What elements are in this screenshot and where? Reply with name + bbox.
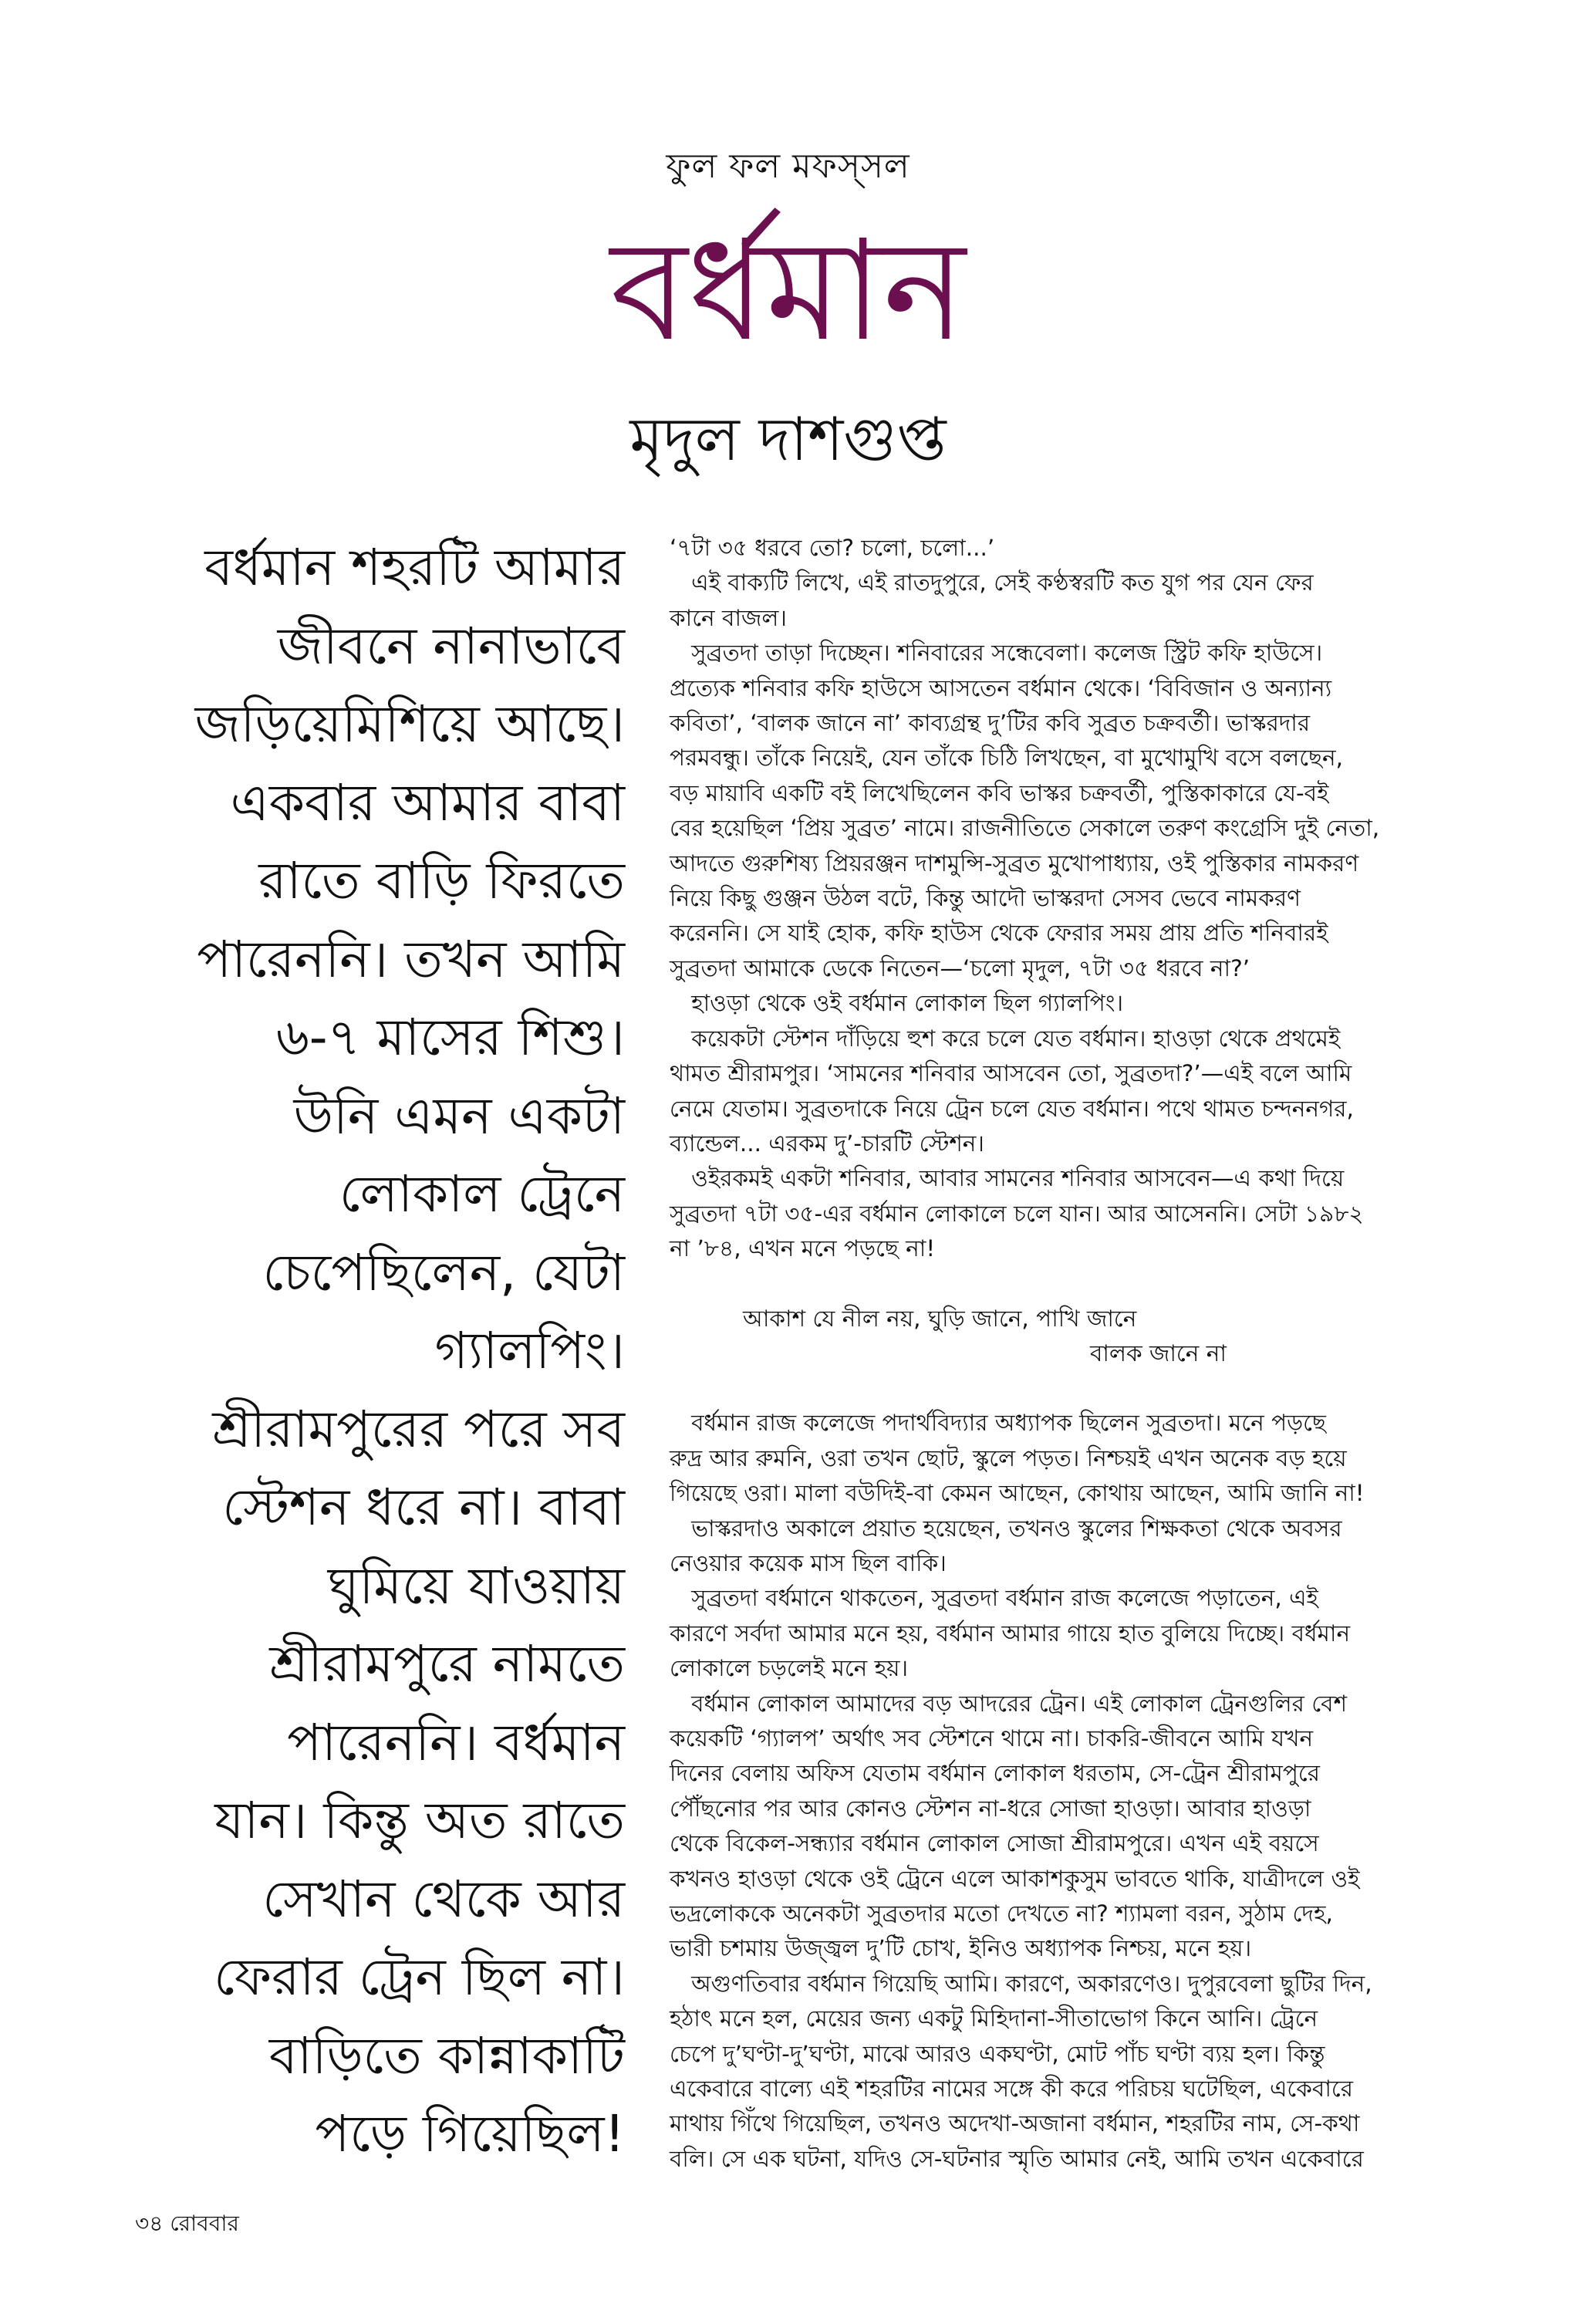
pullquote-line: একবার আমার বাবা bbox=[230, 772, 625, 833]
part2-line: অগুণতিবার বর্ধমান গিয়েছি আমি। কারণে, অকারণেও। দুপুরবেলা ছুটির দিন, bbox=[670, 1970, 1372, 1997]
part1-line: পরমবন্ধু। তাঁকে নিয়েই, যেন তাঁকে চিঠি লিখছেন, বা মুখোমুখি বসে বলছেন, bbox=[670, 745, 1343, 772]
part2-line: লোকালে চড়লেই মনে হয়। bbox=[670, 1655, 909, 1682]
part1-line: নেমে যেতাম। সুব্রতদাকে নিয়ে ট্রেন চলে যেত বর্ধমান। পথে থামত চন্দননগর, bbox=[670, 1095, 1354, 1122]
part1-line: সুব্রতদা আমাকে ডেকে নিতেন—‘চলো মৃদুল, ৭টা ৩৫ ধরবে না?’ bbox=[670, 954, 1250, 981]
part2-line: নেওয়ার কয়েক মাস ছিল বাকি। bbox=[670, 1549, 947, 1576]
spacer bbox=[670, 1267, 1449, 1302]
pullquote-line: জীবনে নানাভাবে bbox=[277, 616, 625, 676]
pullquote-line: গ্যালপিং। bbox=[434, 1321, 625, 1380]
pullquote-line: ৬-৭ মাসের শিশু। bbox=[275, 1008, 625, 1067]
part1-line: ব্যান্ডেল... এরকম দু’-চারটি স্টেশন। bbox=[670, 1130, 984, 1157]
part2-line: ভাস্করদাও অকালে প্রয়াত হয়েছেন, তখনও স্কুলের শিক্ষকতা থেকে অবসর bbox=[670, 1515, 1342, 1542]
part1-line: না ’৮৪, এখন মনে পড়ছে না! bbox=[670, 1235, 936, 1262]
part1-line: করেননি। সে যাই হোক, কফি হাউস থেকে ফেরার সময় প্রায় প্রতি শনিবারই bbox=[670, 920, 1328, 947]
part2-line: হঠাৎ মনে হল, মেয়ের জন্য একটু মিহিদানা-সীতাভোগ কিনে আনি। ট্রেনে bbox=[670, 2005, 1318, 2032]
pullquote-line: বাড়িতে কান্নাকাটি bbox=[268, 2025, 625, 2086]
part1-line: ‘৭টা ৩৫ ধরবে তো? চলো, চলো...’ bbox=[670, 535, 995, 561]
section-label: ফুল ফল মফস্‌সল bbox=[666, 147, 910, 186]
part2-line: কয়েকটি ‘গ্যালপ’ অর্থাৎ সব স্টেশনে থামে না। চাকরি-জীবনে আমি যখন bbox=[670, 1725, 1314, 1751]
part1-line: থামত শ্রীরামপুর। ‘সামনের শনিবার আসবেন তো, সুব্রতদা?’—এই বলে আমি bbox=[670, 1060, 1352, 1087]
part2-line: সুব্রতদা বর্ধমানে থাকতেন, সুব্রতদা বর্ধমান রাজ কলেজে পড়াতেন, এই bbox=[670, 1585, 1318, 1612]
page-footer: ৩৪ রোববার bbox=[135, 2211, 239, 2236]
part2-line: বর্ধমান লোকাল আমাদের বড় আদরের ট্রেন। এই লোকাল ট্রেনগুলির বেশ bbox=[670, 1690, 1348, 1717]
pullquote-line: শ্রীরামপুরে নামতে bbox=[269, 1634, 625, 1694]
part2-line: চেপে দু’ঘণ্টা-দু’ঘণ্টা, মাঝে আরও একঘণ্টা, মোট পাঁচ ঘণ্টা ব্যয় হল। কিন্তু bbox=[670, 2040, 1325, 2067]
part1-line: নিয়ে কিছু গুঞ্জন উঠল বটে, কিন্তু আদৌ ভাস্করদা সেসব ভেবে নামকরণ bbox=[670, 885, 1301, 912]
part1-line: কানে বাজল। bbox=[670, 604, 787, 631]
part2-line: পৌঁছনোর পর আর কোনও স্টেশন না-ধরে সোজা হাওড়া। আবার হাওড়া bbox=[670, 1795, 1311, 1822]
part2-line: কখনও হাওড়া থেকে ওই ট্রেনে এলে আকাশকুসুম ভাবতে থাকি, যাত্রীদলে ওই bbox=[670, 1865, 1360, 1892]
part1-line: ওইরকমই একটা শনিবার, আবার সামনের শনিবার আসবেন—এ কথা দিয়ে bbox=[670, 1165, 1345, 1192]
pullquote-line: লোকাল ট্রেনে bbox=[339, 1164, 625, 1224]
part1-line: বের হয়েছিল ‘প্রিয় সুব্রত’ নামে। রাজনীতিতে সেকালে তরুণ কংগ্রেসি দুই নেতা, bbox=[670, 815, 1380, 842]
author-name: মৃদুল দাশগুপ্ত bbox=[629, 405, 947, 475]
pullquote-line: পড়ে গিয়েছিল! bbox=[315, 2104, 625, 2164]
pullquote-line: রাতে বাড়ি ফিরতে bbox=[258, 851, 625, 910]
part2-line: একেবারে বাল্যে এই শহরটির নামের সঙ্গে কী করে পরিচয় ঘটেছিল, একেবারে bbox=[670, 2076, 1353, 2103]
poem-line-2: বালক জানে না bbox=[1090, 1339, 1227, 1366]
pullquote-line: স্টেশন ধরে না। বাবা bbox=[222, 1478, 625, 1537]
part1-line: সুব্রতদা তাড়া দিচ্ছেন। শনিবারের সন্ধেবেলা। কলেজ স্ট্রিট কফি হাউসে। bbox=[670, 640, 1323, 667]
part1-line: আদতে গুরুশিষ্য প্রিয়রঞ্জন দাশমুন্সি-সুব্রত মুখোপাধ্যায়, ওই পুস্তিকার নামকরণ bbox=[670, 850, 1359, 877]
part2-line: মাথায় গিঁথে গিয়েছিল, তখনও অদেখা-অজানা বর্ধমান, শহরটির নাম, সে-কথা bbox=[670, 2110, 1360, 2137]
pullquote-line: উনি এমন একটা bbox=[293, 1086, 625, 1146]
part1-line: হাওড়া থেকে ওই বর্ধমান লোকাল ছিল গ্যালপিং। bbox=[670, 990, 1124, 1017]
pullquote-line: যান। কিন্তু অত রাতে bbox=[214, 1791, 625, 1850]
part1-line: এই বাক্যটি লিখে, এই রাতদুপুরে, সেই কণ্ঠস্বরটি কত যুগ পর যেন ফের bbox=[670, 569, 1314, 596]
pullquote-line: পারেননি। বর্ধমান bbox=[287, 1712, 625, 1772]
part2-line: বর্ধমান রাজ কলেজে পদার্থবিদ্যার অধ্যাপক ছিলেন সুব্রতদা। মনে পড়ছে bbox=[670, 1410, 1326, 1437]
part1-line: বড় মায়াবি একটি বই লিখেছিলেন কবি ভাস্কর চক্রবর্তী, পুস্তিকাকারে যে-বই bbox=[670, 779, 1329, 806]
article-body bbox=[670, 531, 1449, 2177]
part2-line: গিয়েছে ওরা। মালা বউদিই-বা কেমন আছেন, কোথায় আছেন, আমি জানি না! bbox=[670, 1480, 1365, 1507]
part2-line: ভদ্রলোককে অনেকটা সুব্রতদার মতো দেখতে না? শ্যামলা বরন, সুঠাম দেহ, bbox=[670, 1900, 1333, 1927]
part1-line: সুব্রতদা ৭টা ৩৫-এর বর্ধমান লোকালে চলে যান। আর আসেননি। সেটা ১৯৮২ bbox=[670, 1200, 1364, 1227]
pullquote-line: বর্ধমান শহরটি আমার bbox=[204, 538, 625, 597]
part1-line: কয়েকটা স্টেশন দাঁড়িয়ে হুশ করে চলে যেত বর্ধমান। হাওড়া থেকে প্রথমেই bbox=[670, 1025, 1341, 1052]
pullquote-line: শ্রীরামপুরের পরে সব bbox=[212, 1399, 625, 1459]
body-part-2 bbox=[670, 1406, 1449, 2177]
part2-line: বলি। সে এক ঘটনা, যদিও সে-ঘটনার স্মৃতি আমার নেই, আমি তখন একেবারে bbox=[670, 2145, 1364, 2172]
part2-line: দিনের বেলায় অফিস যেতাম বর্ধমান লোকাল ধরতাম, সে-ট্রেন শ্রীরামপুরে bbox=[670, 1760, 1320, 1787]
body-part-1 bbox=[670, 531, 1449, 1267]
pullquote-line: চেপেছিলেন, যেটা bbox=[262, 1242, 625, 1302]
pullquote-line: ঘুমিয়ে যাওয়ায় bbox=[327, 1556, 625, 1616]
poem-line-1: আকাশ যে নীল নয়, ঘুড়ি জানে, পাখি জানে bbox=[743, 1305, 1137, 1332]
part2-line: ভারী চশমায় উজ্জ্বল দু’টি চোখ, ইনিও অধ্যাপক নিশ্চয়, মনে হয়। bbox=[670, 1935, 1252, 1962]
pullquote-line: পারেননি। তখন আমি bbox=[197, 929, 625, 989]
article-title: বর্ধমান bbox=[610, 211, 966, 372]
part1-line: কবিতা’, ‘বালক জানে না’ কাব্যগ্রন্থ দু’টির কবি সুব্রত চক্রবর্তী। ভাস্করদার bbox=[670, 710, 1311, 737]
part1-line: প্রত্যেক শনিবার কফি হাউসে আসতেন বর্ধমান থেকে। ‘বিবিজান ও অন্যান্য bbox=[670, 674, 1332, 701]
spacer bbox=[670, 1371, 1449, 1406]
pullquote-line: জড়িয়েমিশিয়ে আছে। bbox=[194, 694, 625, 754]
part2-line: রুদ্র আর রুমনি, ওরা তখন ছোট, স্কুলে পড়ত। নিশ্চয়ই এখন অনেক বড় হয়ে bbox=[670, 1444, 1347, 1471]
pullquote-line: ফেরার ট্রেন ছিল না। bbox=[214, 1947, 625, 2007]
pullquote-line: সেখান থেকে আর bbox=[262, 1869, 625, 1929]
part2-line: থেকে বিকেল-সন্ধ্যার বর্ধমান লোকাল সোজা শ্রীরামপুরে। এখন এই বয়সে bbox=[670, 1830, 1319, 1857]
part2-line: কারণে সর্বদা আমার মনে হয়, বর্ধমান আমার গায়ে হাত বুলিয়ে দিচ্ছে। বর্ধমান bbox=[670, 1620, 1351, 1647]
pull-quote bbox=[147, 529, 625, 2174]
